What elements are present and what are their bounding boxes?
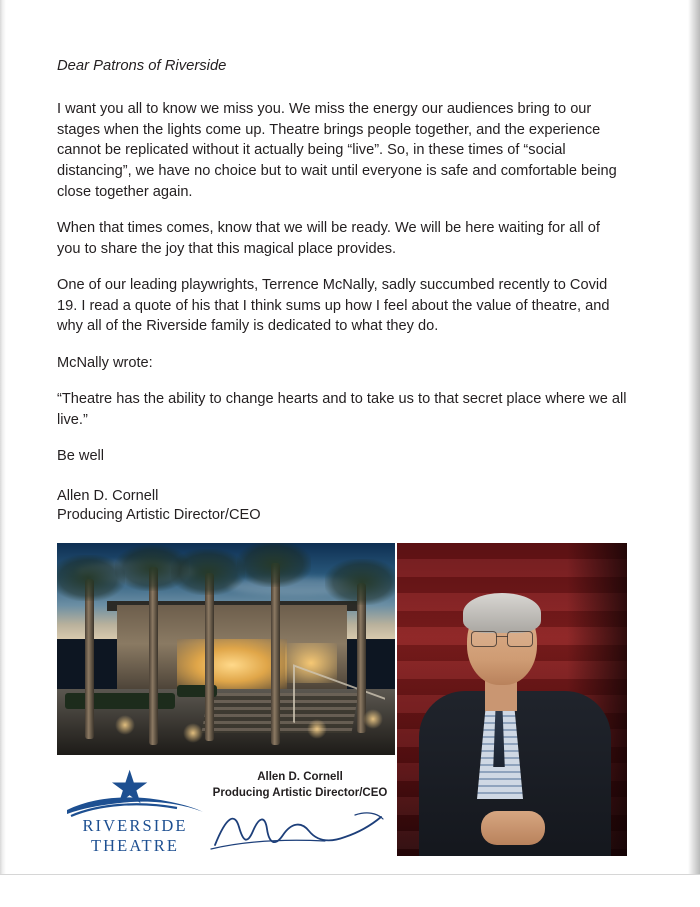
signature-caption-name: Allen D. Cornell	[257, 771, 343, 783]
photo-ground-light	[307, 719, 327, 739]
logo-text	[65, 816, 205, 856]
photo-palm-trunk	[85, 579, 94, 739]
photo-ground-light	[363, 709, 383, 729]
photo-palm-trunk	[149, 567, 158, 745]
swoosh-icon	[65, 792, 205, 818]
signer-title: Producing Artistic Director/CEO	[57, 506, 261, 523]
riverside-theatre-logo	[65, 761, 205, 856]
letter-paragraph-1: I want you all to know we miss you. We miss the energy our audiences bring to our stages when the lights come up. Theatre brings people together, and the experience cannot be replicated without it actually being “live”. So, in these times of “social distancing”, we have no choice but to wait until everyone is safe and comfortable being close together again.	[57, 101, 617, 200]
photo-ground-light	[115, 715, 135, 735]
portrait-hands	[481, 811, 545, 845]
star-icon: ★	[109, 761, 151, 813]
photo-palm-trunk	[357, 583, 366, 733]
photo-palm-fronds	[237, 543, 311, 587]
signer-name: Allen D. Cornell	[57, 487, 159, 504]
photo-ground-light	[183, 723, 203, 743]
photo-palm-fronds	[325, 559, 395, 605]
page-right-edge-shadow	[688, 0, 700, 907]
page-left-edge-shadow	[0, 0, 6, 907]
glasses-lens-left	[471, 631, 497, 647]
portrait-glasses	[471, 631, 533, 645]
letter-salutation: Dear Patrons of Riverside	[57, 58, 227, 74]
page-bottom-margin	[0, 874, 700, 907]
signature-mark-icon	[205, 805, 395, 857]
logo-text-line2: THEATRE	[90, 836, 180, 856]
portrait-hair	[463, 593, 541, 633]
footer-row	[57, 762, 397, 856]
letter-body	[57, 56, 627, 525]
photo-palm-trunk	[205, 573, 214, 741]
theatre-exterior-photo	[57, 543, 395, 755]
letter-content	[57, 56, 627, 525]
photo-hedge	[65, 693, 175, 709]
handwritten-signature	[205, 805, 395, 857]
signature-caption	[205, 770, 395, 856]
letter-paragraph-2: When that times comes, know that we will be ready. We will be here waiting for all of you to share the joy that this magical place provides.	[57, 220, 600, 257]
photo-palm-fronds	[171, 549, 245, 595]
letter-quote: “Theatre has the ability to change hearts and to take us to that secret place where we all live.”	[57, 390, 627, 428]
letter-paragraph-3: One of our leading playwrights, Terrence McNally, sadly succumbed recently to Covid 19. I read a quote of his that I think sums up how I feel about the value of theatre, and why all of the Riverside family is dedicated to what they do.	[57, 277, 610, 335]
letter-closing: Be well	[57, 447, 105, 464]
glasses-lens-right	[507, 631, 533, 647]
signature-caption-title: Producing Artistic Director/CEO	[212, 786, 388, 799]
portrait-photo	[397, 543, 627, 856]
letter-signature-block	[57, 487, 627, 525]
logo-text-line1: RIVERSIDE	[82, 816, 188, 835]
letter-paragraph-4: McNally wrote:	[57, 354, 153, 371]
photo-palm-trunk	[271, 563, 280, 745]
